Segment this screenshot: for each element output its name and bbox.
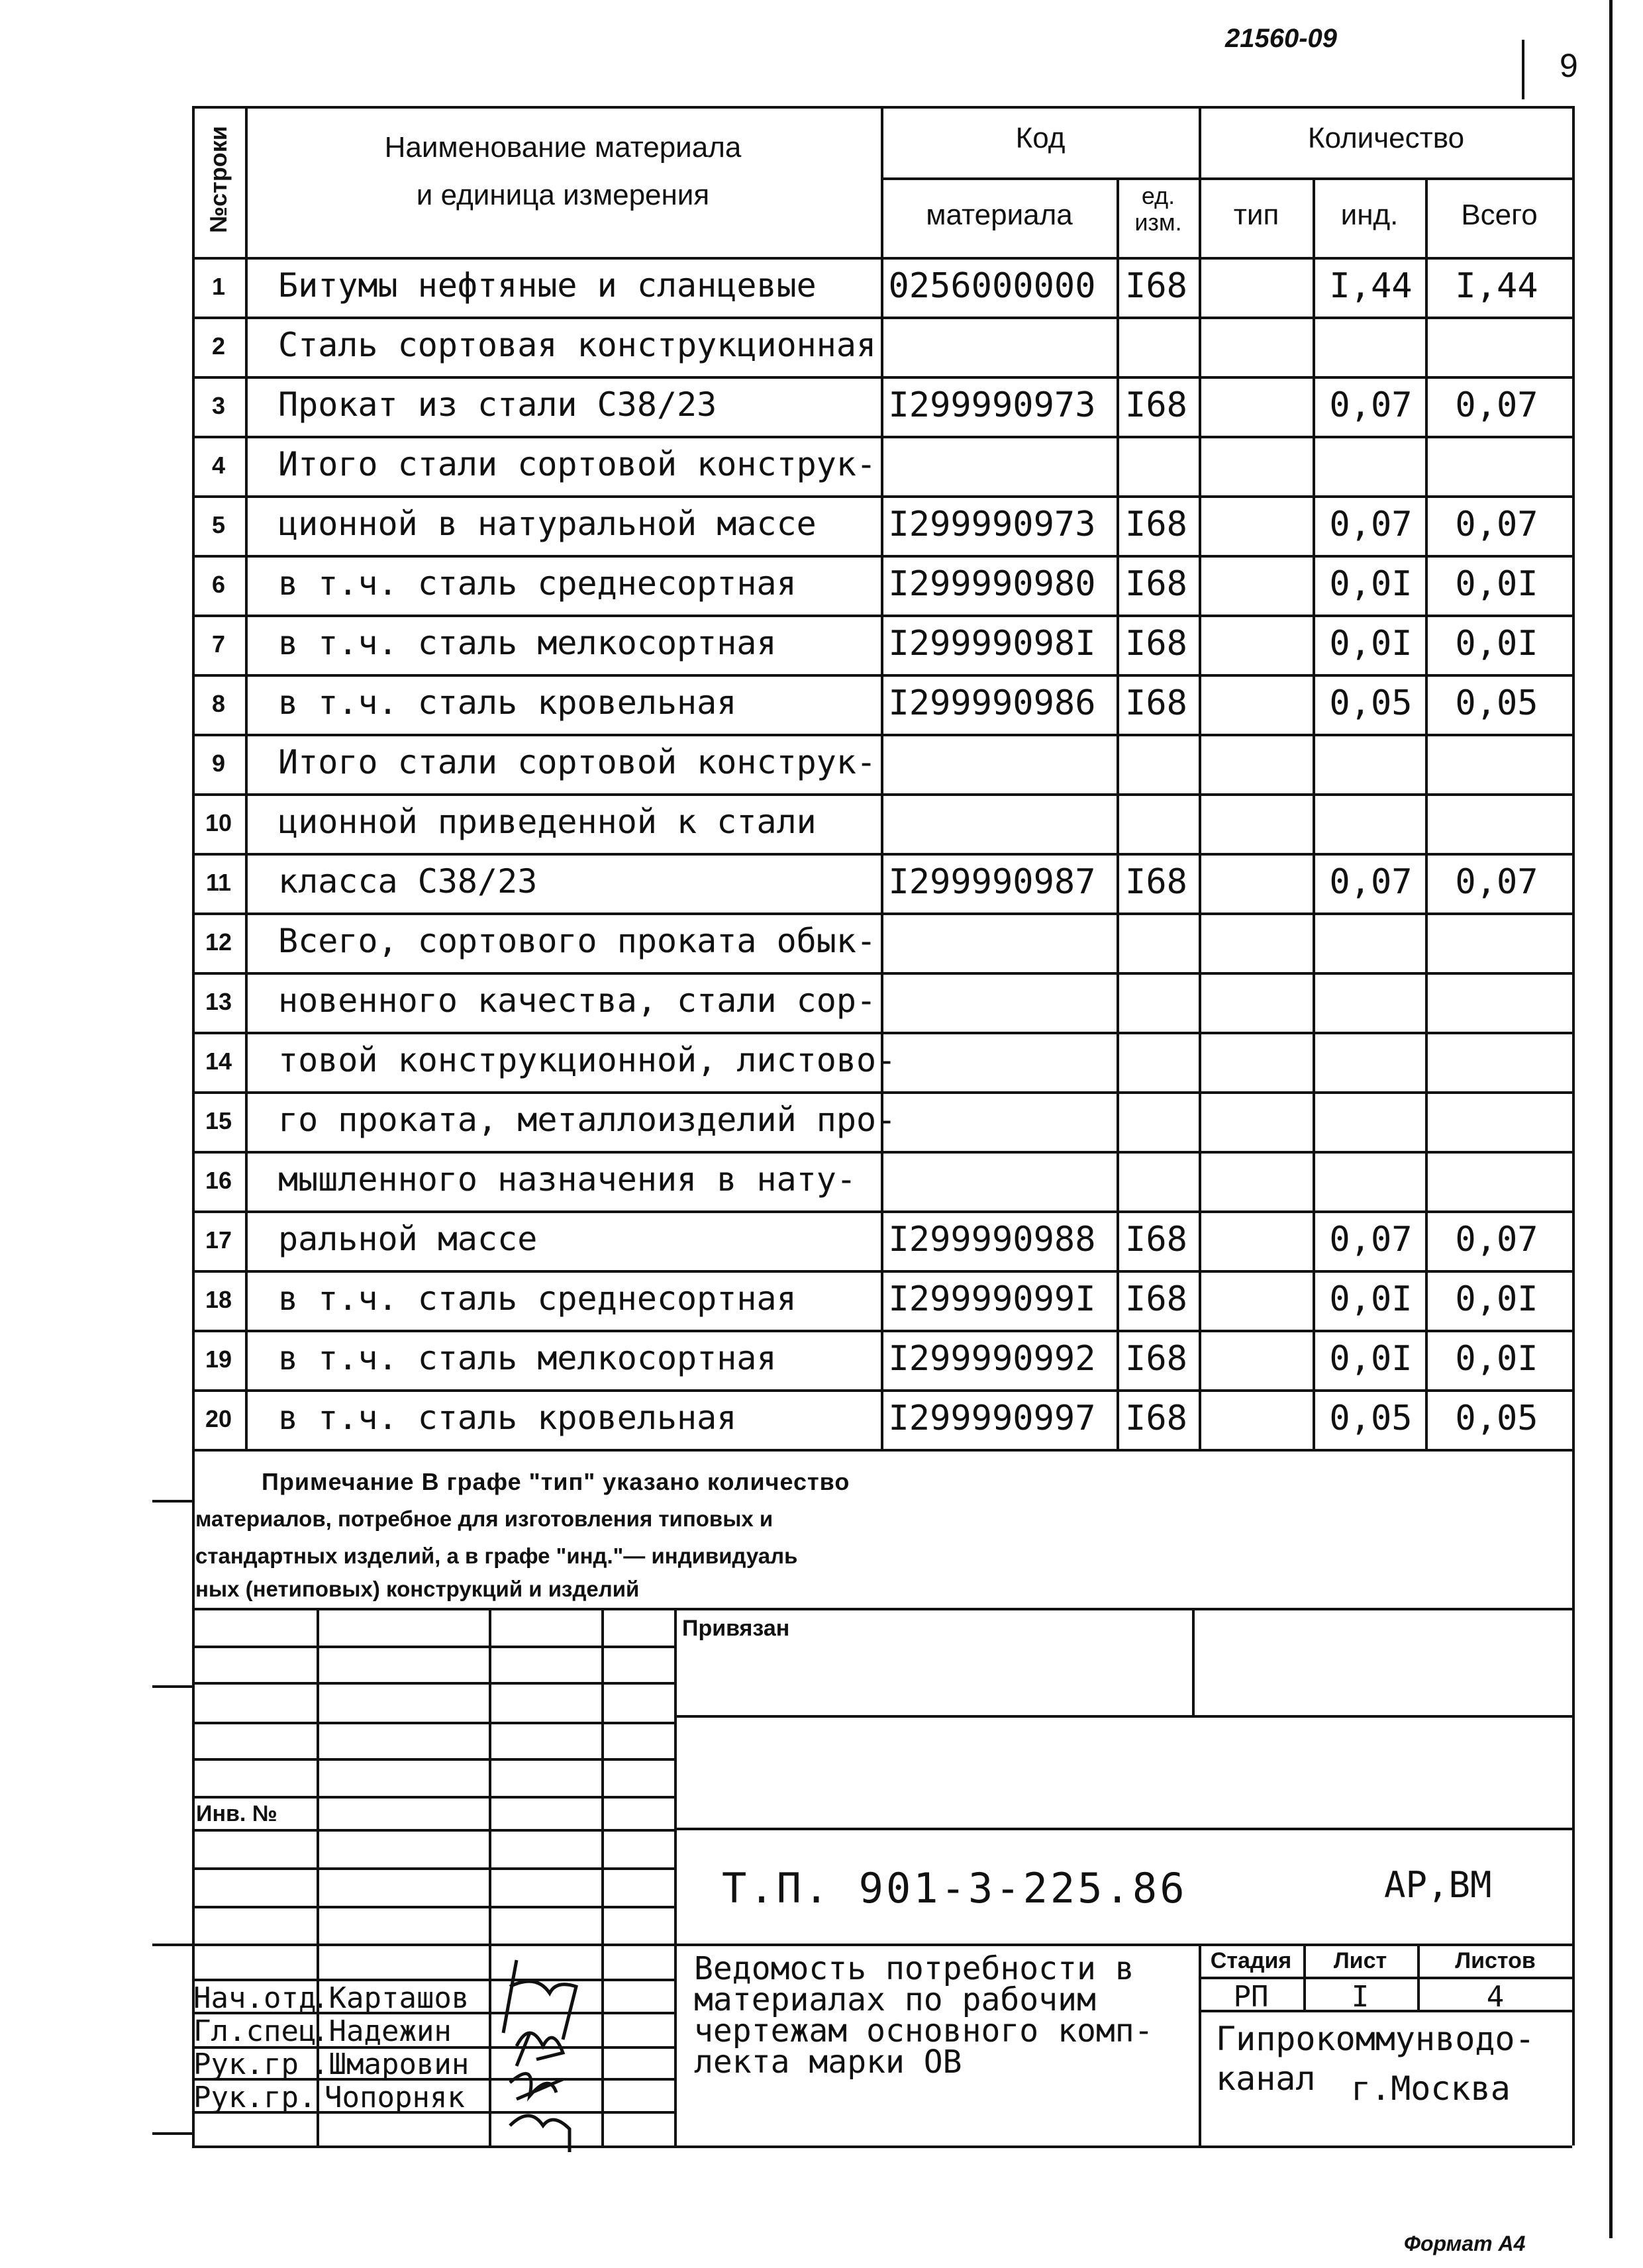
tb-attached-divider bbox=[1192, 1608, 1195, 1715]
signer-role-2: Гл.спец bbox=[193, 2014, 317, 2048]
doc-mark: АР,ВМ bbox=[1384, 1864, 1492, 1906]
row-separator bbox=[192, 615, 1572, 617]
row-code: I29999099I bbox=[888, 1279, 1096, 1319]
row-separator bbox=[192, 1389, 1572, 1392]
tb-left-row-5 bbox=[192, 1796, 674, 1799]
row-number: 2 bbox=[211, 332, 226, 360]
row-name: новенного качества, стали сор- bbox=[278, 981, 877, 1020]
row-total: 0,07 bbox=[1455, 505, 1538, 544]
row-name: класса С38/23 bbox=[278, 862, 538, 901]
row-name: ционной приведенной к стали bbox=[278, 803, 817, 841]
title-top-line bbox=[192, 1608, 1572, 1610]
row-separator bbox=[192, 495, 1572, 498]
row-separator bbox=[192, 1091, 1572, 1094]
header-qty-total: Всего bbox=[1461, 199, 1538, 231]
row-code: I299990997 bbox=[888, 1399, 1096, 1438]
row-total: 0,07 bbox=[1455, 1220, 1538, 1259]
row-number: 5 bbox=[211, 511, 226, 538]
row-total: 0,0I bbox=[1455, 564, 1538, 604]
col-code-qty-divider bbox=[1199, 106, 1201, 1449]
row-separator bbox=[192, 972, 1572, 975]
tb-col-4 bbox=[674, 1608, 677, 2145]
row-number: 3 bbox=[211, 392, 226, 419]
header-qty-group: Количество bbox=[1307, 122, 1465, 154]
sheet-number: 9 bbox=[1560, 47, 1578, 84]
row-number: 7 bbox=[211, 630, 226, 658]
row-ind: 0,0I bbox=[1329, 1339, 1413, 1379]
row-ind: 0,07 bbox=[1329, 1220, 1413, 1259]
row-name: Битумы нефтяные и сланцевые bbox=[278, 266, 817, 305]
doc-stamp: 21560-09 bbox=[1225, 24, 1338, 53]
row-name: в т.ч. сталь мелкосортная bbox=[278, 1339, 777, 1377]
row-total: 0,05 bbox=[1455, 683, 1538, 723]
doc-title-line2: материалах по рабочим bbox=[694, 1981, 1096, 2018]
tb-right-row-3 bbox=[674, 1944, 1572, 1946]
row-separator bbox=[192, 555, 1572, 558]
row-number: 16 bbox=[205, 1167, 232, 1194]
row-separator bbox=[192, 1210, 1572, 1213]
sheets-value: 4 bbox=[1486, 1980, 1505, 2014]
row-separator bbox=[192, 734, 1572, 736]
row-name: товой конструкционной, листово- bbox=[278, 1041, 897, 1079]
header-code-unit: ед. изм. bbox=[1134, 182, 1182, 236]
stage-label: Стадия bbox=[1210, 1948, 1292, 1973]
row-unit: I68 bbox=[1125, 862, 1187, 902]
row-unit: I68 bbox=[1125, 1399, 1187, 1438]
note-line2: материалов, потребное для изготовления типовых и bbox=[195, 1506, 773, 1531]
tb-left-row-4 bbox=[192, 1758, 674, 1761]
header-qty-type: тип bbox=[1233, 199, 1279, 231]
row-name: Прокат из стали С38/23 bbox=[278, 385, 717, 424]
row-code: I299990980 bbox=[888, 564, 1096, 604]
row-ind: I,44 bbox=[1329, 266, 1413, 306]
row-name: в т.ч. сталь кровельная bbox=[278, 683, 737, 722]
table-bottom-line bbox=[192, 1449, 1572, 1452]
row-name: Итого стали сортовой конструк- bbox=[278, 445, 877, 483]
org-line2: канал bbox=[1216, 2059, 1316, 2098]
row-ind: 0,0I bbox=[1329, 624, 1413, 664]
note-line3: стандартных изделий, а в графе "инд."— индивидуаль bbox=[195, 1544, 798, 1568]
doc-code: Т.П. 901-3-225.86 bbox=[722, 1864, 1187, 1912]
col-rownum-divider bbox=[245, 106, 248, 1449]
row-unit: I68 bbox=[1125, 1339, 1187, 1379]
row-unit: I68 bbox=[1125, 564, 1187, 604]
row-name: ральной массе bbox=[278, 1220, 538, 1258]
row-number: 14 bbox=[205, 1048, 232, 1075]
row-separator bbox=[192, 376, 1572, 379]
header-qty-ind: инд. bbox=[1340, 199, 1399, 231]
col-name-divider bbox=[881, 106, 883, 1449]
row-ind: 0,07 bbox=[1329, 862, 1413, 902]
row-separator bbox=[192, 317, 1572, 319]
row-number: 10 bbox=[205, 809, 232, 836]
tb-left-row-3 bbox=[192, 1722, 674, 1724]
row-name: го проката, металлоизделий про- bbox=[278, 1101, 897, 1139]
row-unit: I68 bbox=[1125, 683, 1187, 723]
header-name-line2: и единица измерения bbox=[416, 179, 710, 211]
row-separator bbox=[192, 1270, 1572, 1273]
header-mid-line bbox=[881, 177, 1572, 180]
sheets-label: Листов bbox=[1455, 1948, 1536, 1973]
margin-tick-2 bbox=[152, 1685, 192, 1688]
row-unit: I68 bbox=[1125, 624, 1187, 664]
row-number: 15 bbox=[205, 1107, 232, 1134]
sheet-number-divider bbox=[1522, 40, 1524, 99]
doc-title-line4: лекта марки ОВ bbox=[694, 2044, 962, 2081]
row-name: в т.ч. сталь кровельная bbox=[278, 1399, 737, 1437]
row-ind: 0,0I bbox=[1329, 564, 1413, 604]
row-separator bbox=[192, 853, 1572, 856]
signer-role-4: Рук.гр. bbox=[193, 2081, 317, 2114]
tb-stage-mid bbox=[1199, 1977, 1572, 1979]
header-row-no: №строки bbox=[205, 126, 232, 233]
row-ind: 0,07 bbox=[1329, 385, 1413, 425]
row-code: I299990992 bbox=[888, 1339, 1096, 1379]
row-separator bbox=[192, 1032, 1572, 1034]
row-number: 17 bbox=[205, 1226, 232, 1254]
margin-tick-1 bbox=[152, 1500, 192, 1503]
tb-left-row-9 bbox=[192, 1944, 674, 1946]
col-type-divider bbox=[1313, 177, 1315, 1449]
row-separator bbox=[192, 912, 1572, 915]
row-code: I299990973 bbox=[888, 505, 1096, 544]
row-number: 12 bbox=[205, 928, 232, 956]
tb-left-row-2 bbox=[192, 1682, 674, 1685]
signer-role-1: Нач.отд bbox=[193, 1981, 317, 2015]
note-line1: Примечание В графе "тип" указано количество bbox=[262, 1468, 850, 1495]
row-ind: 0,0I bbox=[1329, 1279, 1413, 1319]
doc-title-line3: чертежам основного комп- bbox=[694, 2012, 1154, 2049]
row-name: в т.ч. сталь среднесортная bbox=[278, 1279, 797, 1318]
row-unit: I68 bbox=[1125, 1279, 1187, 1319]
attached-label: Привязан bbox=[682, 1616, 790, 1641]
doc-title-line1: Ведомость потребности в bbox=[694, 1950, 1134, 1987]
row-number: 4 bbox=[211, 452, 226, 479]
row-total: I,44 bbox=[1455, 266, 1538, 306]
row-name: мышленного назначения в нату- bbox=[278, 1160, 856, 1199]
row-number: 8 bbox=[211, 690, 226, 717]
sheet-value: I bbox=[1351, 1980, 1369, 2014]
row-unit: I68 bbox=[1125, 505, 1187, 544]
signer-name-3: .Шмаровин bbox=[311, 2047, 470, 2081]
row-name: Сталь сортовая конструкционная bbox=[278, 326, 877, 364]
right-border bbox=[1609, 0, 1613, 2238]
tb-left-row-7 bbox=[192, 1867, 674, 1870]
header-code-group: Код bbox=[1015, 122, 1066, 154]
row-name: Всего, сортового проката обык- bbox=[278, 922, 877, 960]
row-total: 0,0I bbox=[1455, 1279, 1538, 1319]
row-total: 0,0I bbox=[1455, 624, 1538, 664]
row-name: Итого стали сортовой конструк- bbox=[278, 743, 877, 781]
row-total: 0,07 bbox=[1455, 862, 1538, 902]
row-ind: 0,07 bbox=[1329, 505, 1413, 544]
row-code: I299990988 bbox=[888, 1220, 1096, 1259]
row-separator bbox=[192, 436, 1572, 438]
tb-left-row-8 bbox=[192, 1906, 674, 1908]
row-number: 19 bbox=[205, 1346, 232, 1373]
note-line4: ных (нетиповых) конструкций и изделий bbox=[195, 1577, 640, 1601]
title-bottom-line bbox=[192, 2145, 1572, 2148]
tb-left-row-6 bbox=[192, 1829, 674, 1832]
row-total: 0,05 bbox=[1455, 1399, 1538, 1438]
header-code-material: материала bbox=[926, 199, 1073, 231]
signature-scribbles bbox=[490, 1947, 622, 2159]
row-number: 18 bbox=[205, 1286, 232, 1313]
org-line1: Гипрокоммунводо- bbox=[1216, 2020, 1535, 2058]
sheet-label: Лист bbox=[1333, 1948, 1387, 1973]
row-number: 6 bbox=[211, 571, 226, 598]
col-ind-divider bbox=[1425, 177, 1428, 1449]
row-total: 0,0I bbox=[1455, 1339, 1538, 1379]
inv-label: Инв. № bbox=[196, 1801, 277, 1826]
row-number: 11 bbox=[205, 869, 232, 896]
row-code: I299990986 bbox=[888, 683, 1096, 723]
row-number: 13 bbox=[205, 988, 232, 1015]
stage-value: РП bbox=[1233, 1980, 1269, 2014]
signer-role-3: Рук.гр bbox=[193, 2047, 299, 2081]
format-label: Формат А4 bbox=[1404, 2232, 1526, 2255]
tb-right-row-1 bbox=[674, 1715, 1572, 1718]
margin-tick-4 bbox=[152, 2132, 192, 2135]
table-right-border bbox=[1572, 106, 1575, 2145]
row-name: в т.ч. сталь мелкосортная bbox=[278, 624, 777, 662]
row-code: I299990973 bbox=[888, 385, 1096, 425]
header-name-line1: Наименование материала bbox=[384, 131, 742, 164]
row-code: I299990987 bbox=[888, 862, 1096, 902]
row-number: 9 bbox=[211, 750, 226, 777]
tb-right-row-2 bbox=[674, 1828, 1572, 1830]
row-unit: I68 bbox=[1125, 266, 1187, 306]
row-ind: 0,05 bbox=[1329, 1399, 1413, 1438]
row-number: 1 bbox=[211, 273, 226, 300]
signer-name-4: Чопорняк bbox=[324, 2081, 465, 2114]
row-separator bbox=[192, 1330, 1572, 1332]
row-unit: I68 bbox=[1125, 385, 1187, 425]
row-total: 0,07 bbox=[1455, 385, 1538, 425]
signer-name-1: .Карташов bbox=[311, 1981, 470, 2015]
org-city: г.Москва bbox=[1351, 2069, 1511, 2108]
row-separator bbox=[192, 793, 1572, 796]
row-separator bbox=[192, 1151, 1572, 1154]
row-name: ционной в натуральной массе bbox=[278, 505, 817, 543]
tb-left-row-1 bbox=[192, 1646, 674, 1648]
row-number: 20 bbox=[205, 1405, 232, 1432]
row-unit: I68 bbox=[1125, 1220, 1187, 1259]
signer-name-2: .Надежин bbox=[311, 2014, 452, 2048]
row-ind: 0,05 bbox=[1329, 683, 1413, 723]
row-separator bbox=[192, 674, 1572, 677]
margin-tick-3 bbox=[152, 1944, 192, 1946]
row-code: I29999098I bbox=[888, 624, 1096, 664]
row-name: в т.ч. сталь среднесортная bbox=[278, 564, 797, 603]
row-code: 0256000000 bbox=[888, 266, 1096, 306]
